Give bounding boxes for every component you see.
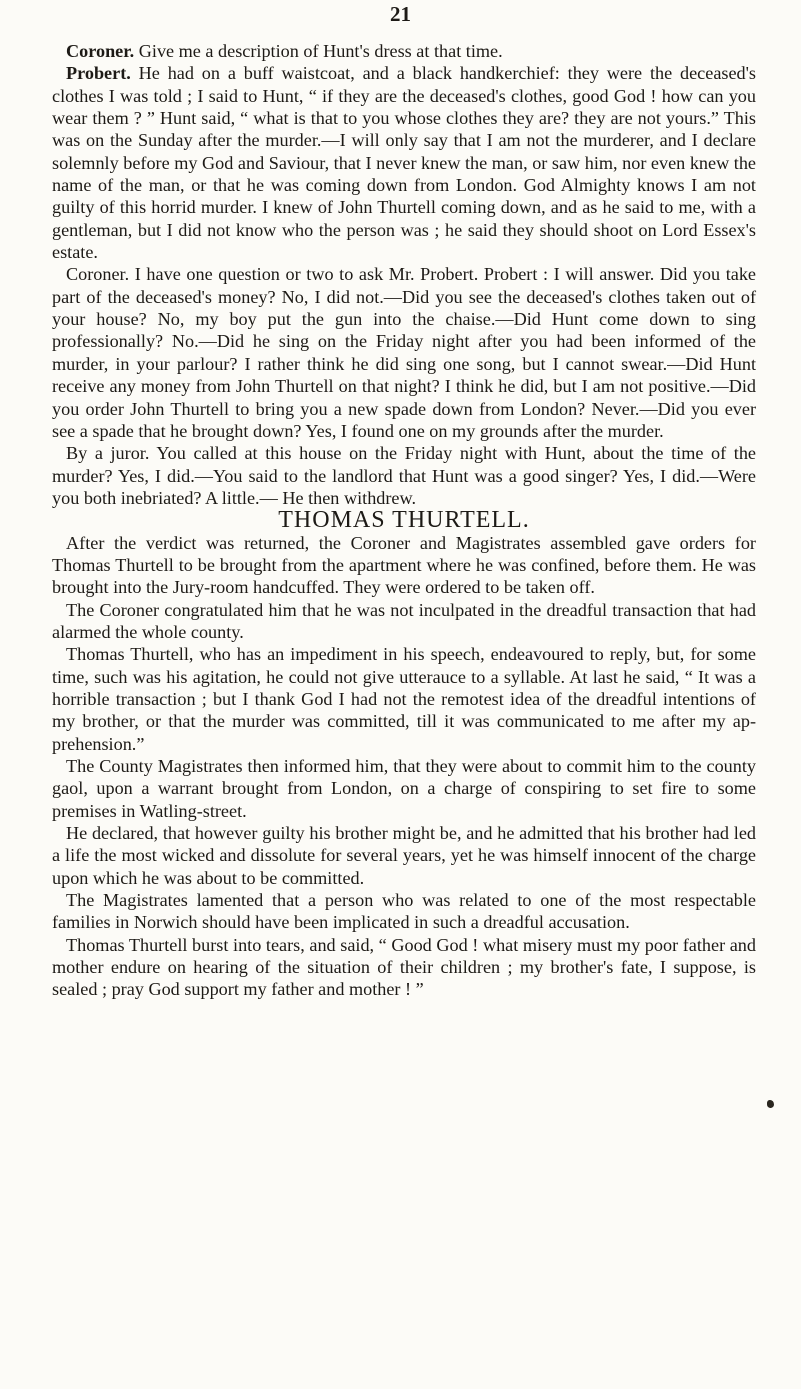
paragraph-text: Give me a description of Hunt's dress at that time.	[138, 41, 503, 61]
page-body	[52, 40, 756, 1001]
section-paragraph: Thomas Thurtell burst into tears, and said, “ Good God ! what misery must my poor father and mother endure on hearing of the situation of their children ; my brother's fate, I suppose, is sealed ; pray God support my father and mother ! ”	[52, 934, 756, 1000]
juror-question-paragraph	[52, 442, 756, 509]
section-paragraph: The Coroner congratulated him that he was not inculpated in the dreadful transaction that had alarmed the whole county.	[52, 599, 756, 642]
coroner-question-paragraph	[52, 40, 756, 62]
section-paragraph: The Magistrates lamented that a person who was related to one of the most respectable families in Norwich should have been implicated in such a dreadful accusation.	[52, 890, 756, 933]
probert-answer-paragraph	[52, 62, 756, 263]
section-paragraph: The County Magistrates then informed him, that they were about to commit him to the county gaol, upon a warrant brought from London, on a charge of conspiring to set fire to some premises in Watling-street.	[52, 756, 756, 821]
coroner-followup-paragraph	[52, 263, 756, 442]
section-heading: THOMAS THURTELL.	[278, 507, 530, 534]
paragraph-text: I have one question or two to ask Mr. Probert. Probert : I will answer. Did you take part of the deceased's money? No, I did not.—Did you see the deceased's clothes taken out of your house? No, my boy put the gun into the chaise.—Did Hunt come down to sing professionally? No.—Did he sing on the Friday night after you had been informed of the murder, in your parlour? I rather think he did sing one song, but I cannot swear.—Did Hunt receive any money from John Thurtell on that night? I think he did, but I am not positive.—Did you order John Thurtell to bring you a new spade down from London? Never.—Did you ever see a spade that he brought down? Yes, I found one on my grounds after the murder.	[52, 264, 757, 441]
paragraph-text: You called at this house on the Friday night with Hunt, about the time of the murder? Yes, I did.—You said to the landlord that Hunt was a good singer? Yes, I did.—Were you both inebriated? A little.— He then withdrew.	[52, 443, 757, 508]
speaker-label: By a juror.	[66, 443, 150, 464]
page-number: 21	[390, 2, 411, 26]
section-paragraph: After the verdict was returned, the Coroner and Magistrates assembled gave orders for Thomas Thurtell to be brought from the apartment where he was confined, before them. He was brought into the Jury-room handcuffed. They were ordered to be taken off.	[52, 532, 756, 598]
section-paragraph: Thomas Thurtell, who has an impediment in his speech, endeavoured to reply, but, for some time, such was his agitation, he could not give utterauce to a syllable. At last he said, “ It was a horrible transaction ; but I thank God I had not the remotest idea of the dreadful intentions of my brother, or that the murder was committed, till it was communicated to me after my ap-prehension.”	[52, 644, 756, 754]
speaker-label: Probert.	[66, 63, 131, 84]
paragraph-text: He had on a buff waistcoat, and a black handkerchief: they were the deceased's clothes I was told ; I said to Hunt, “ if they are the deceased's clothes, good God ! how can you wear them ? ” Hunt said, “ what is that to you whose clothes they are? they are not yours.” This was on the Sunday after the murder.—I will only say that I am not the murderer, and I declare solemnly before my God and Saviour, that I never knew the man, or saw him, nor even knew the name of the man, or that he was coming down from London. God Almighty knows I am not guilty of this horrid murder. I knew of John Thurtell coming down, and as he said to me, with a gentleman, but I did not know who the person was ; he said they should shoot on Lord Essex's estate.	[52, 63, 756, 263]
section-paragraph: He declared, that however guilty his brother might be, and he admitted that his brother had led a life the most wicked and dissolute for several years, yet he was himself innocent of the charge upon which he was about to be committed.	[52, 823, 756, 888]
speaker-label: Coroner.	[66, 41, 135, 61]
ink-blot	[767, 1100, 774, 1108]
speaker-label: Coroner.	[66, 264, 130, 285]
